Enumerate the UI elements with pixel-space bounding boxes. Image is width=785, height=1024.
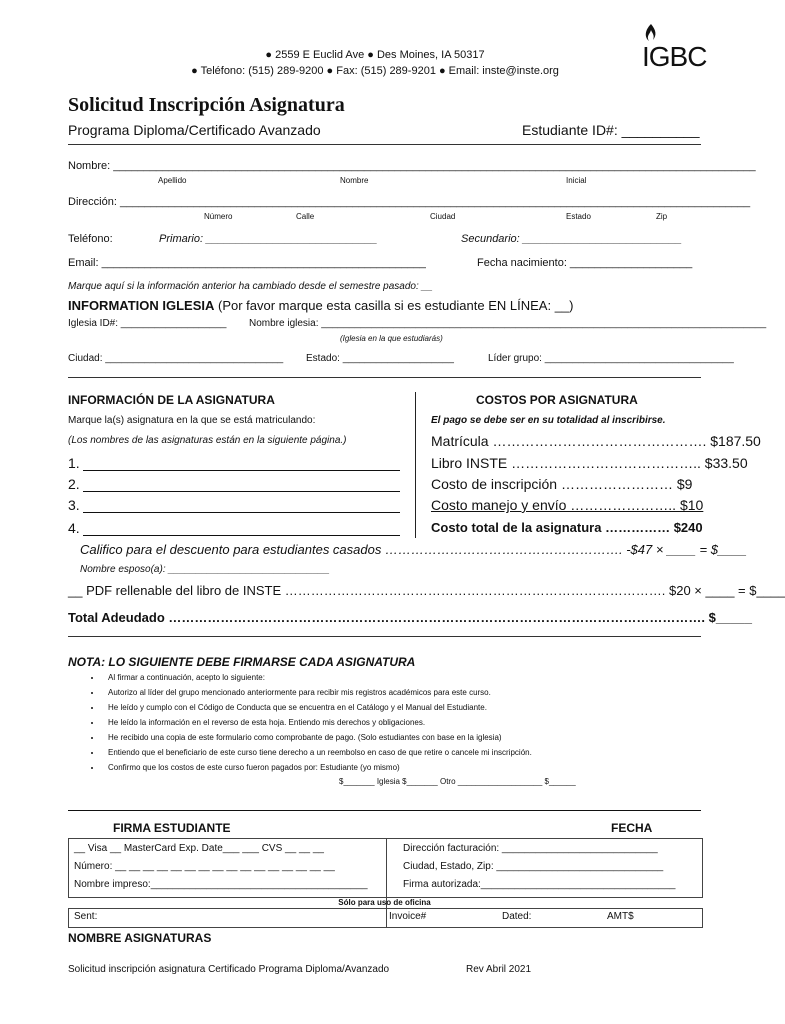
cost-manejo: Costo manejo y envío ………………….. $10 [431,497,704,513]
agreement-item: • Confirmo que los costos de este curso fueron pagados por: Estudiante (yo mismo) [102,760,532,775]
iglesia-ciudad-field[interactable]: Ciudad: ________________________________ [68,353,284,364]
divider [68,144,701,145]
program-label: Programa Diploma/Certificado Avanzado [68,122,321,138]
card-number-field[interactable]: Número: __ __ __ __ __ __ __ __ __ __ __ __ __ __ __ __ [74,861,335,872]
agreement-item: • He recibido una copia de este formulario como comprobante de pago. (Solo estudiantes con base en la iglesia) [102,730,532,745]
nombre-asignaturas-heading: NOMBRE ASIGNATURAS [68,931,212,945]
course-line-1-label: 1. [68,455,80,471]
signature-line[interactable] [68,810,701,811]
telefono-primario-field[interactable]: Primario: ____________________________ [159,233,378,245]
email-field[interactable]: Email: _____________________________________________________ [68,257,426,269]
office-sent: Sent: [74,911,98,922]
sub-calle: Calle [296,212,315,221]
footer-right: Rev Abril 2021 [466,964,532,975]
contact-line: ● Teléfono: (515) 289-9200 ● Fax: (515) 289-9201 ● Email: inste@inste.org [191,65,559,77]
sub-zip: Zip [656,212,668,221]
office-use-label: Sólo para uso de oficina [338,898,431,907]
asignatura-heading: INFORMACIÓN DE LA ASIGNATURA [68,393,275,407]
sub-nombre: Nombre [340,176,369,185]
lider-grupo-field[interactable]: Líder grupo: __________________________________ [488,353,734,364]
asignatura-instruction: Marque la(s) asignatura en la que se está matriculando: [68,415,316,426]
iglesia-nombre-field[interactable]: Nombre iglesia: ________________________________________________________________________________ [249,318,767,329]
iglesia-heading-rest: (Por favor marque esta casilla si es estudiante EN LÍNEA: __) [214,298,574,313]
telefono-secundario-field[interactable]: Secundario: __________________________ [461,233,682,245]
cost-total-asignatura: Costo total de la asignatura …………… $240 [431,520,703,535]
course-line-2[interactable] [83,491,400,492]
course-line-4[interactable] [83,535,400,536]
iglesia-heading [68,298,573,313]
nombre-field[interactable]: Nombre: _________________________________________________________________________________________________________ [68,160,756,172]
agreement-list [88,670,532,775]
iglesia-estado-field[interactable]: Estado: ____________________ [306,353,454,364]
sub-inicial: Inicial [566,176,587,185]
sub-ciudad: Ciudad [430,212,456,221]
pdf-line[interactable]: __ PDF rellenable del libro de INSTE ……………………………………………………………………………. $20 × ____ = $____ [68,583,785,598]
course-line-3[interactable] [83,512,400,513]
telefono-label: Teléfono: [68,233,113,245]
iglesia-id-field[interactable]: Iglesia ID#: ___________________ [68,318,227,329]
office-invoice: Invoice# [389,911,427,922]
sub-numero: Número [204,212,233,221]
billing-address-field[interactable]: Dirección facturación: ____________________________ [403,843,658,854]
office-amt: AMT$ [607,911,634,922]
authorized-signature-field[interactable]: Firma autorizada:___________________________________ [403,879,676,890]
paid-by-line[interactable]: $_______ Iglesia $_______ Otro ___________________ $______ [339,777,576,786]
divider [68,636,701,637]
agreement-item: • Autorizo al líder del grupo mencionado anteriormente para recibir mis registros académicos para este curso. [102,685,532,700]
divider [68,377,701,378]
costos-heading: COSTOS POR ASIGNATURA [476,393,638,407]
agreement-item: • Entiendo que el beneficiario de este curso tiene derecho a un reembolso en caso de que retire o cancele mi inscripción. [102,745,532,760]
agreement-item: • He leído y cumplo con el Código de Conducta que se encuentra en el Catálogo y el Manual del Estudiante. [102,700,532,715]
total-adeudado[interactable]: Total Adeudado ……………………………………………………………………………………………………………. $_____ [68,610,752,625]
sub-estado: Estado [566,212,591,221]
firma-estudiante-label: FIRMA ESTUDIANTE [113,821,231,835]
course-line-4-label: 4. [68,520,80,536]
agreement-item: • Al firmar a continuación, acepto lo siguiente: [102,670,532,685]
fecha-nacimiento-field[interactable]: Fecha nacimiento: ____________________ [477,257,693,269]
footer-left: Solicitud inscripción asignatura Certificado Programa Diploma/Avanzado [68,964,390,975]
logo-text: IGBC [642,41,707,72]
card-name-field[interactable]: Nombre impreso:_______________________________________ [74,879,368,890]
descuento-line[interactable]: Califico para el descuento para estudiantes casados ………………………………………………. -$47 × ____ = $____ [80,542,747,557]
cost-libro: Libro INSTE ………………………………….. $33.50 [431,455,748,471]
course-line-1[interactable] [83,470,400,471]
page-title: Solicitud Inscripción Asignatura [68,94,345,116]
esposo-field[interactable]: Nombre esposo(a): _____________________________ [80,564,330,575]
agreement-item: • He leído la información en el reverso de esta hoja. Entiendo mis derechos y obligaciones. [102,715,532,730]
fecha-label: FECHA [611,821,653,835]
course-line-3-label: 3. [68,497,80,513]
nota-heading: NOTA: LO SIGUIENTE DEBE FIRMARSE CADA ASIGNATURA [68,655,416,669]
cost-inscripcion: Costo de inscripción …………………… $9 [431,476,693,492]
billing-city-field[interactable]: Ciudad, Estado, Zip: ______________________________ [403,861,664,872]
iglesia-sub: (Iglesia en la que estudiarás) [340,334,443,343]
iglesia-heading-bold: INFORMATION IGLESIA [68,298,215,313]
direccion-field[interactable]: Dirección: _______________________________________________________________________________________________________ [68,196,751,208]
address-line: ● 2559 E Euclid Ave ● Des Moines, IA 50317 [265,49,485,61]
student-id-field[interactable]: Estudiante ID#: __________ [522,122,700,138]
asignatura-note: (Los nombres de las asignaturas están en la siguiente página.) [68,435,347,446]
column-divider [415,392,416,538]
course-line-2-label: 2. [68,476,80,492]
sub-apellido: Apellido [158,176,187,185]
cost-matricula: Matrícula ………………………………………. $187.50 [431,433,761,449]
costos-pago: El pago se debe ser en su totalidad al inscribirse. [431,415,666,426]
info-changed-checkbox[interactable]: Marque aquí si la información anterior ha cambiado desde el semestre pasado: __ [68,281,433,292]
office-dated: Dated: [502,911,532,922]
card-type-field[interactable]: __ Visa __ MasterCard Exp. Date___ ___ CVS __ __ __ [74,843,324,854]
